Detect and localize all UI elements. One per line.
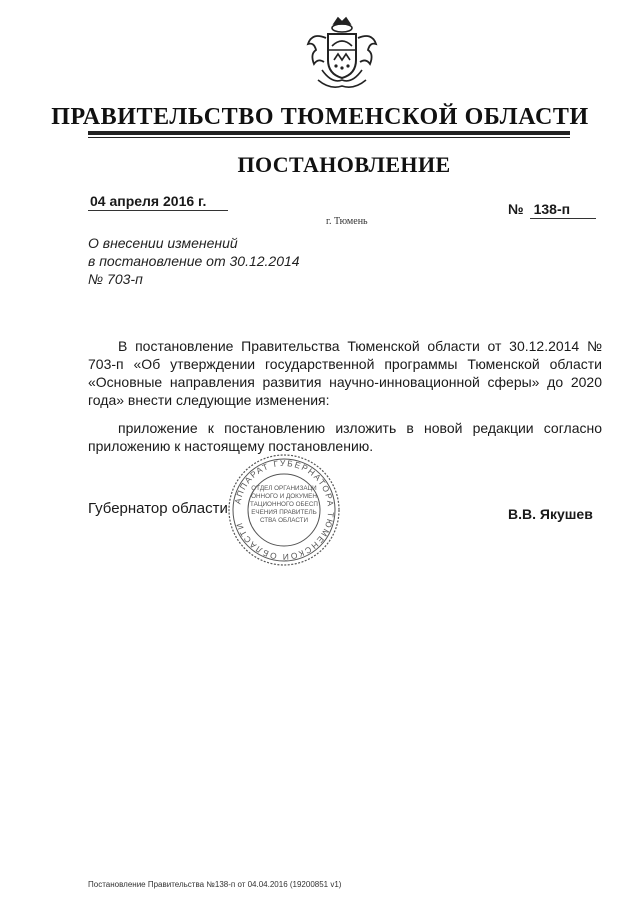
document-number (508, 201, 596, 219)
seal-inner-text: ОТДЕЛ ОРГАНИЗАЦИОННОГО И ДОКУМЕНТАЦИОННОГО ОБЕСПЕЧЕНИЯ ПРАВИТЕЛЬСТВА ОБЛАСТИ (250, 485, 318, 524)
document-city: г. Тюмень (326, 216, 368, 227)
subject-line: О внесении изменений (88, 235, 238, 251)
number-label: № (508, 201, 524, 217)
body-paragraph: приложение к постановлению изложить в новой редакции согласно приложению к настоящему постановлению. (88, 420, 602, 454)
round-seal-icon (226, 452, 342, 568)
body-paragraph: В постановление Правительства Тюменской области от 30.12.2014 № 703-п «Об утверждении государственной программы Тюменской области «Основные направления развития научно-инновационной сферы» до 2020 года» внести следующие изменения: (88, 338, 602, 408)
document-subject (88, 234, 300, 288)
subject-line: в постановление от 30.12.2014 (88, 253, 300, 269)
document-type-heading: ПОСТАНОВЛЕНИЕ (237, 152, 451, 177)
document-body (88, 337, 602, 455)
coat-of-arms-icon (300, 14, 384, 96)
number-value: 138-п (530, 201, 596, 219)
document-date: 04 апреля 2016 г. (88, 193, 228, 211)
footer-reference: Постановление Правительства №138-п от 04.04.2016 (19200851 v1) (88, 880, 342, 889)
signatory-position: Губернатор области (88, 500, 228, 517)
header-divider (88, 131, 570, 138)
seal-outer-text: АППАРАТ ГУБЕРНАТОРА ТЮМЕНСКОЙ ОБЛАСТИ (232, 457, 337, 563)
organization-title: ПРАВИТЕЛЬСТВО ТЮМЕНСКОЙ ОБЛАСТИ (51, 104, 589, 130)
signatory-name: В.В. Якушев (508, 506, 593, 522)
subject-line: № 703-п (88, 271, 143, 287)
